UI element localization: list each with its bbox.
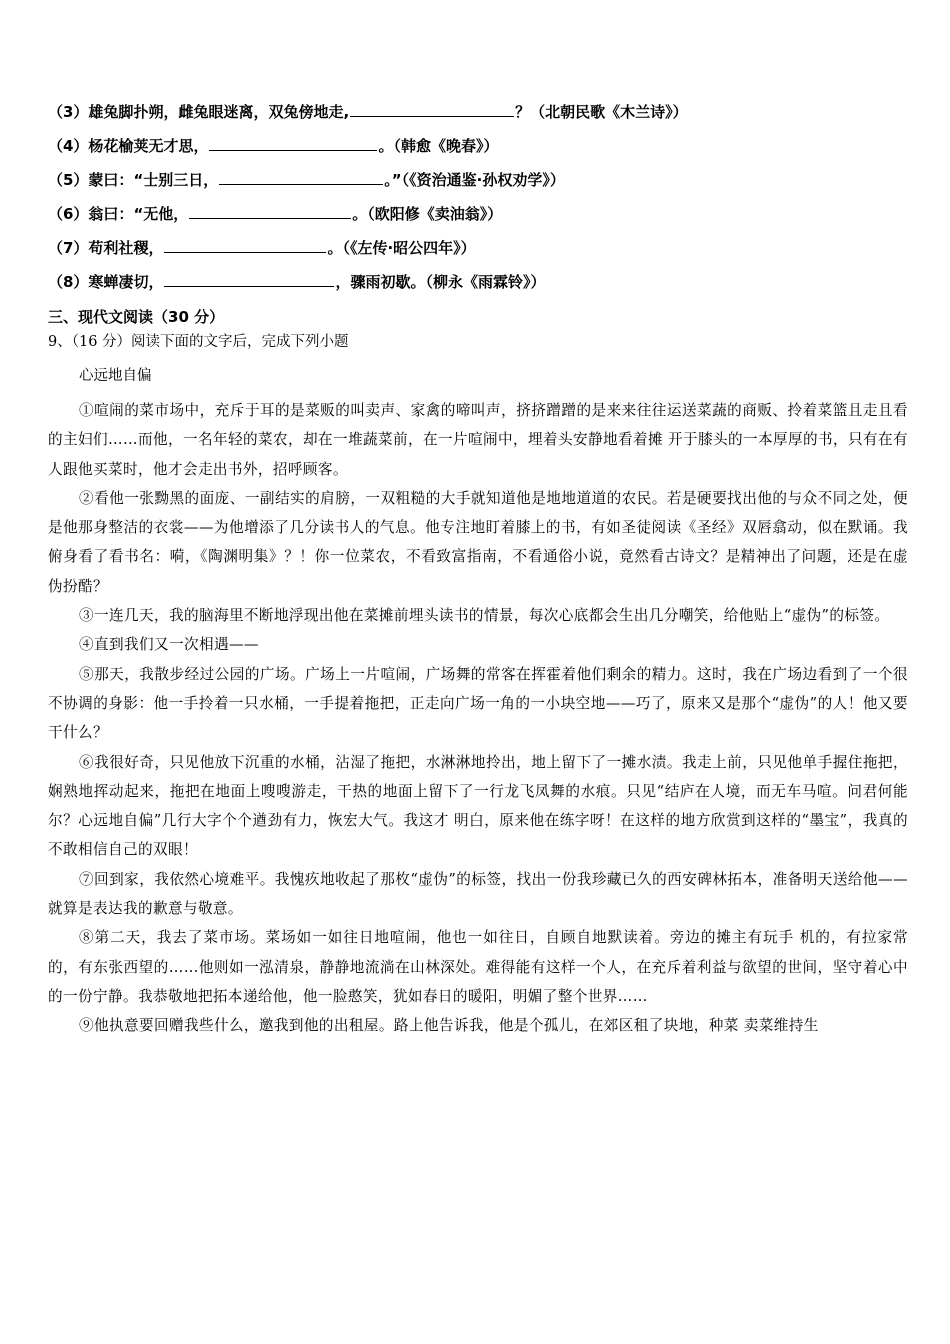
essay-paragraph-8: ⑧第二天，我去了菜市场。菜场如一如往日地喧闹，他也一如往日，自顾自地默读着。旁边的摊主有玩手 机的，有拉家常的，有东张西望的……他则如一泓清泉，静静地流淌在山林深处。难得能有这样一个人，在充斥着利益与欲望的世间，坚守着心中的一份宁静。我恭敬地把拓本递给他，他一脸憨笑，犹如春日的暖阳，明媚了整个世界…… xyxy=(48,929,908,1005)
essay-paragraph-9: ⑨他执意要回赠我些什么，邀我到他的出租屋。路上他告诉我，他是个孤儿，在郊区租了块地，种菜 卖菜维持生 xyxy=(79,1017,819,1035)
essay-paragraph-5: ⑤那天，我散步经过公园的广场。广场上一片喧闹，广场舞的常客在挥霍着他们剩余的精力。这时，我在广场边看到了一个很不协调的身影：他一手拎着一只水桶，一手提着拖把，正走向广场一角的一小块空地——巧了，原来又是那个“虚伪”的人！他又要干什么？ xyxy=(48,665,908,742)
essay-paragraph-6: ⑥我很好奇，只见他放下沉重的水桶，沾湿了拖把，水淋淋地拎出，地上留下了一摊水渍。我走上前，只见他单手握住拖把，娴熟地挥动起来，拖把在地面上嗖嗖游走，干热的地面上留下了一行龙飞凤舞的水痕。只见“结庐在人境，而无车马喧。问君何能尔？心远地自偏”几行大字个个遒劲有力，恢宏大气。我这才 明白，原来他在练字呀！在这样的地方欣赏到这样的“墨宝”，我真的不敢相信自己的双眼！ xyxy=(48,753,908,859)
fill-in-source: 。”（《资治通鉴·孙权劝学》） xyxy=(384,171,565,189)
fill-in-item-8 xyxy=(48,272,545,292)
essay-paragraph-3: ③一连几天，我的脑海里不断地浮现出他在菜摊前埋头读书的情景，每次心底都会生出几分嘲笑，给他贴上“虚伪”的标签。 xyxy=(79,607,890,625)
essay-body xyxy=(48,396,908,1041)
answer-blank[interactable] xyxy=(209,136,377,151)
fill-in-source: ，骤雨初歇。（柳永《雨霖铃》） xyxy=(335,273,546,291)
fill-in-prompt: （5）蒙曰：“士别三日， xyxy=(48,171,219,189)
fill-in-prompt: （4）杨花榆荚无才思， xyxy=(48,137,209,155)
essay-paragraph-1: ①喧闹的菜市场中，充斥于耳的是菜贩的叫卖声、家禽的啼叫声，挤挤蹭蹭的是来来往往运送菜蔬的商贩、拎着菜篮且走且看的主妇们……而他，一名年轻的菜农，却在一堆蔬菜前，在一片喧闹中，埋着头安静地看着摊 开于膝头的一本厚厚的书，只有在有人跟他买菜时，他才会走出书外，招呼顾客。 xyxy=(48,402,908,478)
essay-paragraph-7: ⑦回到家，我依然心境难平。我愧疚地收起了那枚“虚伪”的标签，找出一份我珍藏已久的西安碑林拓本，准备明天送给他——就算是表达我的歉意与敬意。 xyxy=(48,870,908,918)
answer-blank[interactable] xyxy=(189,204,351,219)
essay-paragraph-2: ②看他一张黝黑的面庞、一副结实的肩膀，一双粗糙的大手就知道他是地地道道的农民。若是硬要找出他的与众不同之处，便是他那身整洁的衣裳——为他增添了几分读书人的气息。他专注地盯着膝上的书，有如圣徒阅读《圣经》双唇翕动，似在默诵。我俯身看了看书名：嗬，《陶渊明集》？！你一位菜农，不看致富指南，不看通俗小说，竟然看古诗文？是精神出了问题，还是在虚伪扮酷？ xyxy=(48,489,908,595)
fill-in-prompt: （3）雄兔脚扑朔，雌兔眼迷离，双兔傍地走, xyxy=(48,103,350,121)
essay-title: 心远地自偏 xyxy=(79,368,152,384)
answer-blank[interactable] xyxy=(164,272,334,287)
answer-blank[interactable] xyxy=(164,238,326,253)
fill-in-source: 。（《左传·昭公四年》） xyxy=(327,239,476,257)
fill-in-prompt: （7）苟利社稷， xyxy=(48,239,164,257)
fill-in-prompt: （8）寒蝉凄切， xyxy=(48,273,164,291)
essay-paragraph-4: ④直到我们又一次相遇—— xyxy=(79,636,259,654)
fill-in-source: 。（韩愈《晚春》） xyxy=(378,137,499,155)
fill-in-item-6 xyxy=(48,204,502,224)
fill-in-item-7 xyxy=(48,238,476,258)
fill-in-source: ？（北朝民歌《木兰诗》） xyxy=(515,103,688,121)
fill-in-prompt: （6）翁曰：“无他， xyxy=(48,205,189,223)
question-stem: 9、（16 分）阅读下面的文字后，完成下列小题 xyxy=(48,334,349,350)
fill-in-item-3 xyxy=(48,102,688,122)
section-heading: 三、现代文阅读（30 分） xyxy=(48,308,225,326)
answer-blank[interactable] xyxy=(350,102,514,117)
fill-in-item-5 xyxy=(48,170,565,190)
fill-in-item-4 xyxy=(48,136,498,156)
answer-blank[interactable] xyxy=(219,170,383,185)
fill-in-source: 。（欧阳修《卖油翁》） xyxy=(352,205,503,223)
